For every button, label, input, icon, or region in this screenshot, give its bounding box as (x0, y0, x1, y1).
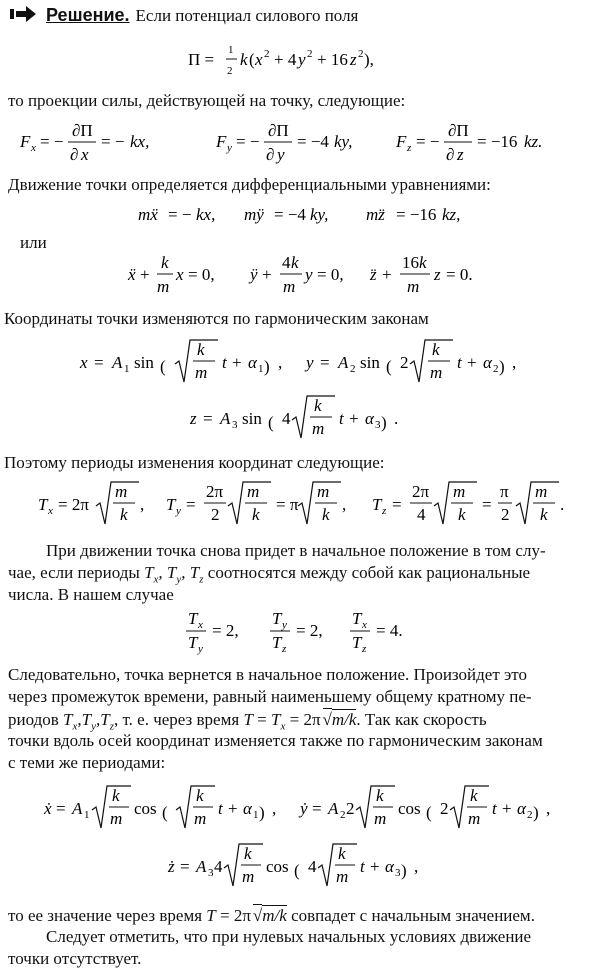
paragraph-7e: с теми же периодами: (8, 753, 166, 772)
svg-text:,: , (546, 799, 551, 818)
svg-text:t: t (339, 409, 344, 428)
svg-text:∂Π: ∂Π (72, 121, 93, 140)
paragraph-8: то ее значение через время T = 2π √m/k совпадет с начальным значением. (8, 906, 535, 925)
svg-text:m: m (157, 277, 170, 296)
svg-text:T: T (372, 495, 382, 514)
paragraph-7c: риодов $T_x,T_y,T_z$, т. е. через время $T = T_x = 2\pi$ √m/k. Так как скорость (8, 710, 487, 733)
svg-text:ky,: ky, (310, 205, 329, 224)
svg-text:y: y (306, 353, 314, 372)
svg-text:k: k (161, 253, 169, 272)
equation-xy (0, 334, 600, 392)
svg-text:m: m (242, 867, 255, 886)
svg-text:∂: ∂ (70, 145, 79, 164)
svg-text:16: 16 (402, 253, 419, 272)
paragraph-7d: точки вдоль осей координат изменяется также по гармоническим законам (8, 731, 543, 750)
svg-text:m: m (430, 363, 443, 382)
svg-text:m: m (312, 419, 325, 438)
arrow-icon (10, 6, 36, 28)
svg-text:ÿ: ÿ (250, 265, 258, 284)
svg-text:): ) (499, 357, 505, 376)
svg-text:+: + (140, 265, 150, 284)
svg-text:α: α (483, 353, 492, 372)
svg-text:y: y (298, 50, 306, 69)
svg-text:(: ( (249, 50, 255, 69)
svg-text:,: , (414, 857, 419, 876)
svg-text:+: + (232, 353, 242, 372)
svg-text:F: F (20, 132, 31, 151)
svg-text:z: z (190, 409, 197, 428)
svg-text:kz.: kz. (524, 132, 543, 151)
svg-text:α: α (248, 353, 257, 372)
equation-vxy (0, 780, 600, 840)
svg-text:F: F (216, 132, 227, 151)
svg-text:y: y (198, 643, 203, 655)
svg-text:= −: = − (236, 132, 260, 151)
svg-text:ẍ: ẍ (128, 265, 136, 284)
svg-text:,: , (512, 353, 517, 372)
svg-text:x: x (176, 265, 184, 284)
svg-text:4: 4 (417, 505, 426, 524)
svg-text:z: z (350, 50, 357, 69)
svg-text:z: z (457, 145, 464, 164)
svg-text:=: = (180, 857, 190, 876)
svg-text:k: k (540, 505, 548, 524)
svg-text:= 0,: = 0, (188, 265, 215, 284)
svg-text:x: x (198, 619, 203, 631)
svg-text:ż: ż (168, 857, 175, 876)
equation-vz (0, 840, 600, 898)
svg-text:α: α (365, 409, 374, 428)
paragraph-5: Поэтому периоды изменения координат следующие: (4, 453, 385, 472)
svg-text:3: 3 (232, 419, 238, 431)
solution-header (0, 4, 600, 28)
svg-text:α: α (243, 799, 252, 818)
svg-text:= −: = − (40, 132, 64, 151)
svg-text:=: = (392, 495, 402, 514)
svg-text:k: k (120, 505, 128, 524)
svg-text:x: x (255, 50, 263, 69)
svg-text:m: m (247, 482, 260, 501)
svg-text:∂Π: ∂Π (448, 121, 469, 140)
svg-text:cos: cos (398, 799, 421, 818)
svg-text:=: = (94, 353, 104, 372)
svg-text:4: 4 (282, 409, 291, 428)
svg-text:α: α (385, 857, 394, 876)
svg-text:k: k (244, 844, 252, 863)
svg-text:2π: 2π (206, 482, 224, 501)
svg-text:z: z (382, 505, 387, 517)
svg-text:A: A (72, 799, 83, 818)
svg-text:k: k (419, 253, 427, 272)
svg-text:1: 1 (124, 363, 130, 375)
svg-text:+ 4: + 4 (274, 50, 297, 69)
svg-text:+: + (370, 857, 380, 876)
svg-text:m: m (317, 482, 330, 501)
svg-text:2: 2 (400, 353, 409, 372)
svg-text:=: = (312, 799, 322, 818)
svg-text:= π: = π (276, 495, 299, 514)
svg-text:2: 2 (227, 65, 233, 77)
svg-text:z: z (362, 643, 367, 655)
svg-text:m: m (110, 809, 123, 828)
svg-text:T: T (352, 609, 362, 628)
svg-text:y: y (176, 505, 181, 517)
svg-text:kx,: kx, (196, 205, 216, 224)
svg-text:4: 4 (214, 857, 223, 876)
equation-odes (0, 250, 600, 300)
svg-text:1: 1 (228, 44, 234, 56)
svg-text:(: ( (386, 357, 392, 376)
svg-text:z: z (282, 643, 287, 655)
svg-text:= 0.: = 0. (446, 265, 473, 284)
svg-text:= −16: = −16 (477, 132, 518, 151)
svg-text:k: k (197, 340, 205, 359)
svg-text:3: 3 (208, 867, 214, 879)
equation-newton (0, 200, 600, 230)
svg-text:m: m (374, 809, 387, 828)
svg-text:F: F (396, 132, 407, 151)
paragraph-6c: числа. В нашем случае (8, 585, 174, 604)
svg-text:t: t (457, 353, 462, 372)
svg-text:+: + (349, 409, 359, 428)
paragraph-6b: чае, если периоды $T_x$, $T_y$, $T_z$ соотносятся между собой как рациональные (8, 563, 531, 586)
svg-text:k: k (112, 786, 120, 805)
svg-text:k: k (322, 505, 330, 524)
svg-text:,: , (272, 799, 277, 818)
svg-text:k: k (291, 253, 299, 272)
svg-text:k: k (376, 786, 384, 805)
svg-text:T: T (352, 633, 362, 652)
svg-text:x: x (362, 619, 367, 631)
svg-text:k: k (470, 786, 478, 805)
svg-text:x: x (31, 142, 36, 154)
svg-text:sin: sin (360, 353, 380, 372)
svg-text:= 4.: = 4. (376, 621, 403, 640)
svg-text:): ) (381, 413, 387, 432)
svg-text:k: k (252, 505, 260, 524)
svg-text:+: + (502, 799, 512, 818)
svg-text:(: ( (268, 413, 274, 432)
svg-text:= −16: = −16 (396, 205, 437, 224)
svg-text:ẋ: ẋ (44, 799, 52, 818)
svg-text:): ) (401, 861, 407, 880)
svg-text:m: m (336, 867, 349, 886)
paragraph-1: то проекции силы, действующей на точку, следующие: (8, 91, 406, 110)
svg-text:k: k (196, 786, 204, 805)
svg-text:kz,: kz, (442, 205, 461, 224)
svg-text:(: ( (426, 803, 432, 822)
svg-text:=: = (482, 495, 492, 514)
svg-text:m: m (115, 482, 128, 501)
svg-text:sin: sin (242, 409, 262, 428)
svg-text:m: m (283, 277, 296, 296)
svg-text:k: k (458, 505, 466, 524)
svg-text:k: k (338, 844, 346, 863)
paragraph-7b: через промежуток времени, равный наименьшему общему кратному пе- (8, 687, 532, 706)
svg-text:m: m (195, 363, 208, 382)
svg-text:(: ( (160, 357, 166, 376)
svg-text:mz̈: mz̈ (366, 205, 385, 224)
svg-text:= −: = − (416, 132, 440, 151)
svg-text:mÿ: mÿ (244, 205, 264, 224)
svg-text:cos: cos (266, 857, 289, 876)
svg-text:2: 2 (358, 48, 364, 60)
svg-text:x: x (81, 145, 89, 164)
svg-text:= −4: = −4 (274, 205, 306, 224)
svg-text:∂Π: ∂Π (268, 121, 289, 140)
svg-text:z: z (434, 265, 441, 284)
svg-text:A: A (338, 353, 349, 372)
svg-text:y: y (277, 145, 285, 164)
svg-text:x: x (48, 505, 53, 517)
svg-text:3: 3 (375, 419, 381, 431)
svg-text:2π: 2π (412, 482, 430, 501)
paragraph-7a: Следовательно, точка вернется в начальное положение. Произойдет это (8, 665, 528, 684)
svg-text:ẏ: ẏ (300, 799, 308, 818)
svg-text:2: 2 (346, 799, 355, 818)
svg-text:k: k (432, 340, 440, 359)
paragraph-4: Координаты точки изменяются по гармоническим законам (4, 309, 429, 328)
svg-text:t: t (218, 799, 223, 818)
svg-text:z̈: z̈ (370, 265, 377, 284)
svg-text:2: 2 (493, 363, 499, 375)
svg-text:,: , (140, 495, 145, 514)
svg-text:2: 2 (264, 48, 270, 60)
svg-text:π: π (500, 482, 509, 501)
svg-text:4: 4 (282, 253, 291, 272)
svg-text:t: t (492, 799, 497, 818)
intro-text: Если потенциал силового поля (135, 6, 359, 25)
svg-text:(: ( (162, 803, 168, 822)
svg-text:2: 2 (340, 809, 346, 821)
svg-text:+ 16: + 16 (317, 50, 348, 69)
svg-text:A: A (328, 799, 339, 818)
svg-text:t: t (222, 353, 227, 372)
svg-text:=: = (203, 409, 213, 428)
svg-text:3: 3 (395, 867, 401, 879)
equation-periods (0, 478, 600, 534)
svg-text:y: y (305, 265, 313, 284)
paragraph-3: или (20, 233, 47, 252)
svg-text:= 2,: = 2, (296, 621, 323, 640)
svg-text:= −: = − (168, 205, 192, 224)
svg-text:z: z (407, 142, 412, 154)
svg-text:T: T (188, 633, 198, 652)
paragraph-6a: При движении точка снова придет в начальное положение в том слу- (46, 541, 546, 560)
svg-text:kx,: kx, (130, 132, 150, 151)
svg-text:m: m (194, 809, 207, 828)
svg-text:= −: = − (101, 132, 125, 151)
svg-text:Π =: Π = (188, 50, 215, 69)
svg-text:m: m (468, 809, 481, 828)
svg-text:A: A (112, 353, 123, 372)
svg-text:∂: ∂ (266, 145, 275, 164)
svg-text:= 2π: = 2π (58, 495, 89, 514)
svg-text:): ) (533, 803, 539, 822)
svg-text:ky,: ky, (334, 132, 353, 151)
svg-text:4: 4 (308, 857, 317, 876)
svg-text:T: T (166, 495, 176, 514)
svg-text:+: + (228, 799, 238, 818)
svg-text:T: T (38, 495, 48, 514)
svg-text:= 2,: = 2, (212, 621, 239, 640)
svg-text:,: , (278, 353, 283, 372)
svg-text:(: ( (294, 861, 300, 880)
svg-text:1: 1 (84, 809, 90, 821)
svg-text:2: 2 (501, 505, 510, 524)
svg-text:.: . (394, 409, 399, 428)
svg-text:mẍ: mẍ (138, 205, 158, 224)
svg-text:2: 2 (211, 505, 220, 524)
svg-text:): ) (264, 357, 270, 376)
paragraph-9b: точки отсутствует. (8, 949, 142, 968)
svg-text:A: A (196, 857, 207, 876)
svg-text:k: k (314, 396, 322, 415)
svg-text:= 0,: = 0, (317, 265, 344, 284)
svg-text:2: 2 (350, 363, 356, 375)
svg-text:T: T (188, 609, 198, 628)
svg-text:+: + (382, 265, 392, 284)
svg-text:A: A (220, 409, 231, 428)
svg-text:cos: cos (134, 799, 157, 818)
svg-text:m: m (535, 482, 548, 501)
svg-text:= −4: = −4 (297, 132, 329, 151)
svg-text:m: m (453, 482, 466, 501)
svg-text:t: t (360, 857, 365, 876)
svg-text:=: = (186, 495, 196, 514)
svg-text:),: ), (364, 50, 374, 69)
svg-text:sin: sin (134, 353, 154, 372)
paragraph-9a: Следует отметить, что при нулевых начальных условиях движение (46, 927, 532, 946)
svg-text:y: y (227, 142, 232, 154)
svg-text:∂: ∂ (446, 145, 455, 164)
equation-forces (0, 118, 600, 166)
svg-text:T: T (272, 609, 282, 628)
equation-ratios (0, 604, 600, 656)
svg-text:+: + (262, 265, 272, 284)
svg-text:2: 2 (527, 809, 533, 821)
svg-text:,: , (342, 495, 347, 514)
svg-text:+: + (467, 353, 477, 372)
svg-text:): ) (259, 803, 265, 822)
svg-text:2: 2 (307, 48, 313, 60)
svg-text:2: 2 (440, 799, 449, 818)
svg-text:m: m (407, 277, 420, 296)
paragraph-2: Движение точки определяется дифференциальными уравнениями: (8, 175, 491, 194)
svg-text:k: k (240, 50, 248, 69)
svg-text:1: 1 (253, 809, 259, 821)
svg-text:y: y (282, 619, 287, 631)
svg-text:.: . (560, 495, 565, 514)
equation-z (0, 392, 600, 448)
equation-potential (0, 38, 600, 82)
svg-text:x: x (80, 353, 88, 372)
svg-text:=: = (56, 799, 66, 818)
svg-text:1: 1 (258, 363, 264, 375)
svg-text:α: α (517, 799, 526, 818)
svg-text:T: T (272, 633, 282, 652)
solution-title: Решение. (46, 5, 130, 25)
svg-text:=: = (320, 353, 330, 372)
